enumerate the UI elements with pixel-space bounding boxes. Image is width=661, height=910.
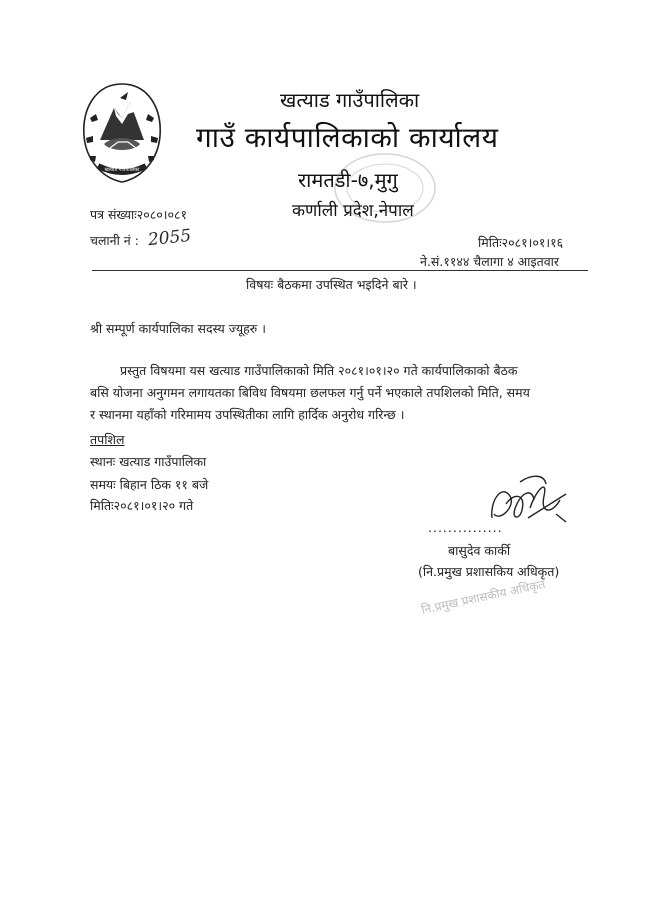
emblem-caption: खत्याड गाउँपालिका — [104, 167, 140, 173]
body-line-1: प्रस्तुत विषयमा यस खत्याड गाउँपालिकाको मिति २०८१।०१।२० गते कार्यपालिकाको बैठक — [120, 363, 518, 378]
office-stamp-icon — [330, 148, 440, 228]
municipality-name: खत्याड गाउँपालिका — [280, 88, 420, 112]
government-emblem-icon — [76, 78, 168, 188]
signatory-title: (नि.प्रमुख प्रशासकिय अधिकृत) — [418, 564, 560, 579]
body-line-3: र स्थानमा यहाँको गरिमामय उपस्थितीका लागि हार्दिक अनुरोध गरिन्छ । — [90, 407, 405, 422]
signatory-name: बासुदेव कार्की — [448, 543, 511, 558]
office-title: गाउँ कार्यपालिकाको कार्यालय — [196, 121, 499, 154]
signatory-stamp: नि.प्रमुख प्रशासकीय अधिकृत — [420, 577, 547, 617]
date-bs: मितिः२०८१।०१।१६ — [478, 235, 564, 250]
details-place: स्थानः खत्याड गाउँपालिका — [90, 454, 207, 469]
dispatch-number-label: चलानी नं : — [90, 233, 139, 248]
province-country: कर्णाली प्रदेश,नेपाल — [292, 201, 414, 221]
body-line-2: बसि योजना अनुगमन लगायतका बिविध विषयमा छलफल गर्नु पर्ने भएकाले तपशिलको मिति, समय — [90, 385, 530, 400]
addressee: श्री सम्पूर्ण कार्यपालिका सदस्य ज्यूहरु । — [90, 321, 266, 336]
subject-line: विषयः बैठकमा उपस्थित भइदिने बारे । — [246, 277, 417, 292]
details-heading: तपशिल — [90, 432, 125, 447]
ward-district: रामतडी-७,मुगु — [298, 168, 398, 192]
dispatch-number-handwritten: 2055 — [147, 225, 193, 251]
details-time: समयः बिहान ठिक ११ बजे — [90, 477, 209, 492]
header-rule — [92, 270, 588, 271]
date-nepal-sambat: ने.सं.११४४ चैलागा ४ आइतवार — [420, 254, 560, 269]
signature-dots: ............... — [428, 520, 503, 535]
letter-number: पत्र संख्याः२०८०।०८१ — [90, 207, 187, 222]
details-date: मितिः२०८१।०१।२० गते — [90, 498, 194, 513]
